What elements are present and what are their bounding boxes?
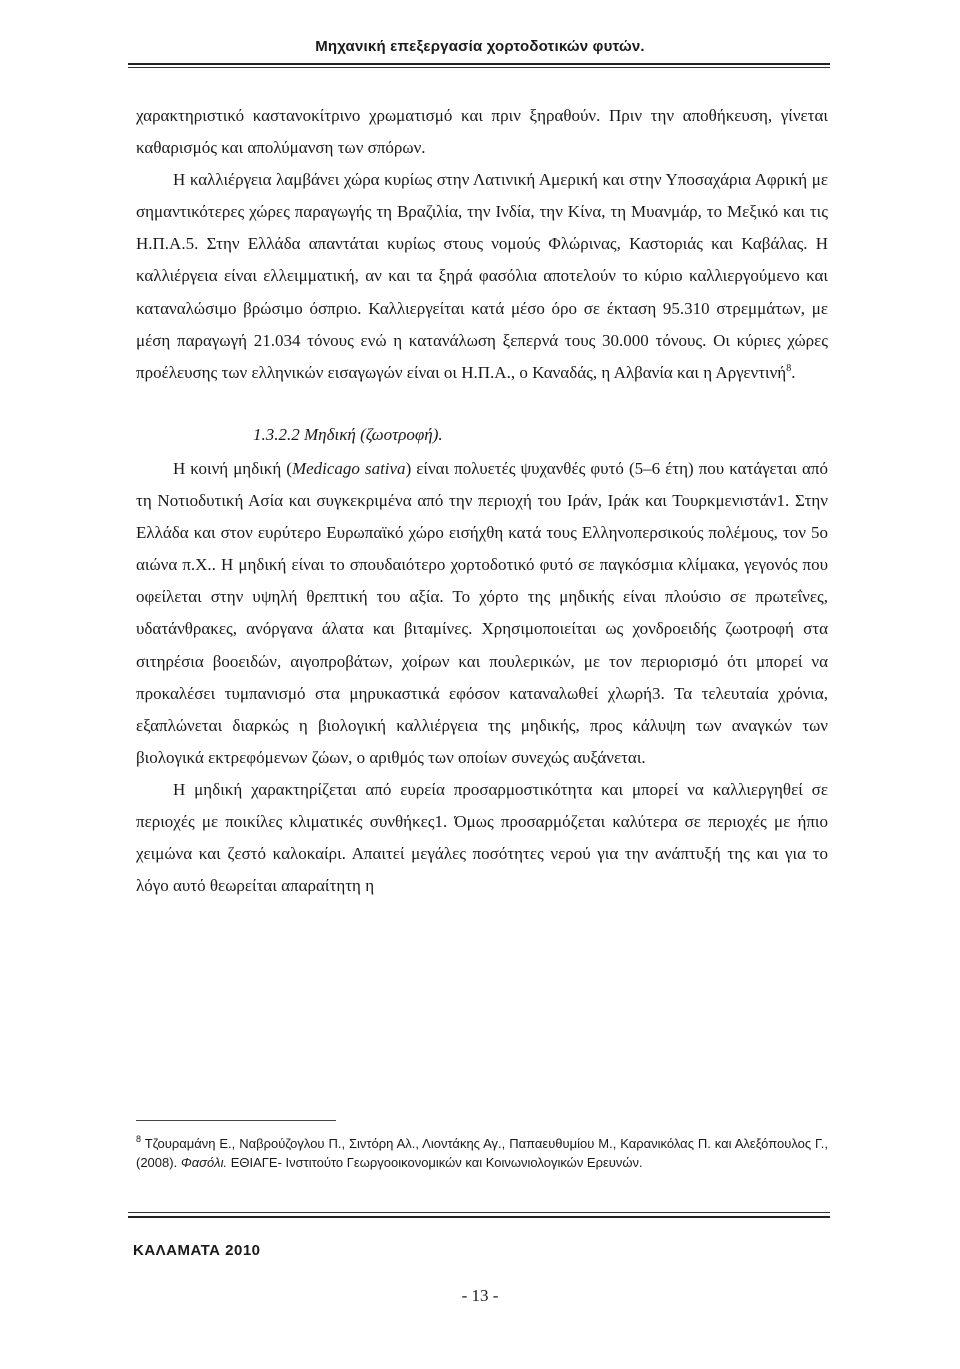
- footnote-ref-8: 8: [786, 362, 792, 374]
- paragraph-alfalfa-start: Η κοινή μηδική (: [173, 458, 292, 478]
- paragraph-adaptability: Η μηδική χαρακτηρίζεται από ευρεία προσαρμοστικότητα και μπορεί να καλλιεργηθεί σε περιοχές με ποικίλες κλιματικές συνθήκες1. Όμως προσαρμόζεται καλύτερα σε περιοχές με ήπιο χειμώνα και ζεστό καλοκαίρι. Απαιτεί μεγάλες ποσότητες νερού για την ανάπτυξή της και για το λόγο αυτό θεωρείται απαραίτητη η: [136, 779, 828, 896]
- latin-name: Medicago sativa: [291, 458, 406, 478]
- paragraph-cultivation-text: Η καλλιέργεια λαμβάνει χώρα κυρίως στην Λατινική Αμερική και στην Υποσαχάρια Αφρική με σημαντικότερες χώρες παραγωγής τη Βραζιλία, την Ινδία, την Κίνα, τη Μυανμάρ, το Μεξικό και τις Η.Π.Α.5. Στην Ελλάδα απαντάται κυρίως στους νομούς Φλώρινας, Καστοριάς και Καβάλας. Η καλλιέργεια είναι ελλειμματική, αν και τα ξηρά φασόλια αποτελούν το κύριο καλλιεργούμενο και καταναλώσιμο βρώσιμο όσπριο. Καλλιεργείται κατά μέσο όρο σε έκταση 95.310 στρεμμάτων, με μέση παραγωγή 21.034 τόνους ενώ η κατανάλωση ξεπερνά τους 30.000 τόνους. Οι κύριες χώρες προέλευσης των ελληνικών εισαγωγών είναι οι Η.Π.Α., ο Καναδάς, η Αλβανία και η Αργεντινή: [136, 170, 828, 382]
- running-header-title: Μηχανική επεξεργασία χορτοδοτικών φυτών.: [315, 38, 645, 55]
- footnote: [136, 1134, 828, 1172]
- footer-rule-thin: [128, 1212, 830, 1213]
- header-rule-thick: [128, 63, 830, 65]
- paragraph-cultivation: [136, 164, 828, 389]
- paragraph-cultivation-end: .: [791, 362, 796, 382]
- paragraph-alfalfa: [136, 453, 828, 774]
- footer-rule-thick: [128, 1216, 830, 1218]
- page-number: - 13 -: [461, 1286, 499, 1305]
- footnote-text-a: Τζουραμάνη Ε., Ναβρούζογλου Π., Σιντόρη Αλ., Λιοντάκης Αγ., Παπαευθυμίου Μ., Καρανικόλας Π. και Αλεξόπουλος Γ., (2008).: [136, 1136, 828, 1170]
- footer-label: ΚΑΛΑΜΑΤΑ 2010: [133, 1242, 261, 1259]
- paragraph-alfalfa-text: ) είναι πολυετές ψυχανθές φυτό (5–6 έτη) που κατάγεται από τη Νοτιοδυτική Ασία και συγκεκριμένα από την περιοχή του Ιράν, Ιράκ και Τουρκμενιστάν1. Στην Ελλάδα και στον ευρύτερο Ευρωπαϊκό χώρο εισήχθη κατά τους Ελληνοπερσικούς πολέμους, τον 5ο αιώνα π.Χ.. Η μηδική είναι το σπουδαιότερο χορτοδοτικό φυτό σε παγκόσμια κλίμακα, γεγονός που οφείλεται στην υψηλή θρεπτική του αξία. Το χόρτο της μηδικής είναι πλούσιο σε πρωτεΐνες, υδατάνθρακες, ανόργανα άλατα και βιταμίνες. Χρησιμοποιείται ως χονδροειδής ζωοτροφή στα σιτηρέσια βοοειδών, αιγοπροβάτων, χοίρων και πουλερικών, με τον περιορισμό ότι μπορεί να προκαλέσει τυμπανισμό στα μηρυκαστικά εφόσον καταναλωθεί χλωρή3. Τα τελευταία χρόνια, εξαπλώνεται διαρκώς η βιολογική καλλιέργεια της μηδικής, προς κάλυψη των αναγκών των βιολογικά εκτρεφόμενων ζώων, ο αριθμός των οποίων συνεχώς αυξάνεται.: [136, 458, 828, 767]
- header-rule-thin: [128, 67, 830, 68]
- paragraph-continued: χαρακτηριστικό καστανοκίτρινο χρωματισμό και πριν ξηραθούν. Πριν την αποθήκευση, γίνεται καθαρισμός και απολύμανση των σπόρων.: [136, 106, 828, 158]
- footnote-mark: 8: [136, 1134, 142, 1144]
- footnote-title: Φασόλι.: [180, 1155, 228, 1170]
- footnote-separator: [136, 1120, 336, 1121]
- body-text: [136, 100, 828, 902]
- footnote-text-b: ΕΘΙΑΓΕ- Ινστιτούτο Γεωργοοικονομικών και Κοινωνιολογικών Ερευνών.: [227, 1155, 643, 1170]
- section-subheading: 1.3.2.2 Μηδική (ζωοτροφή).: [253, 424, 443, 444]
